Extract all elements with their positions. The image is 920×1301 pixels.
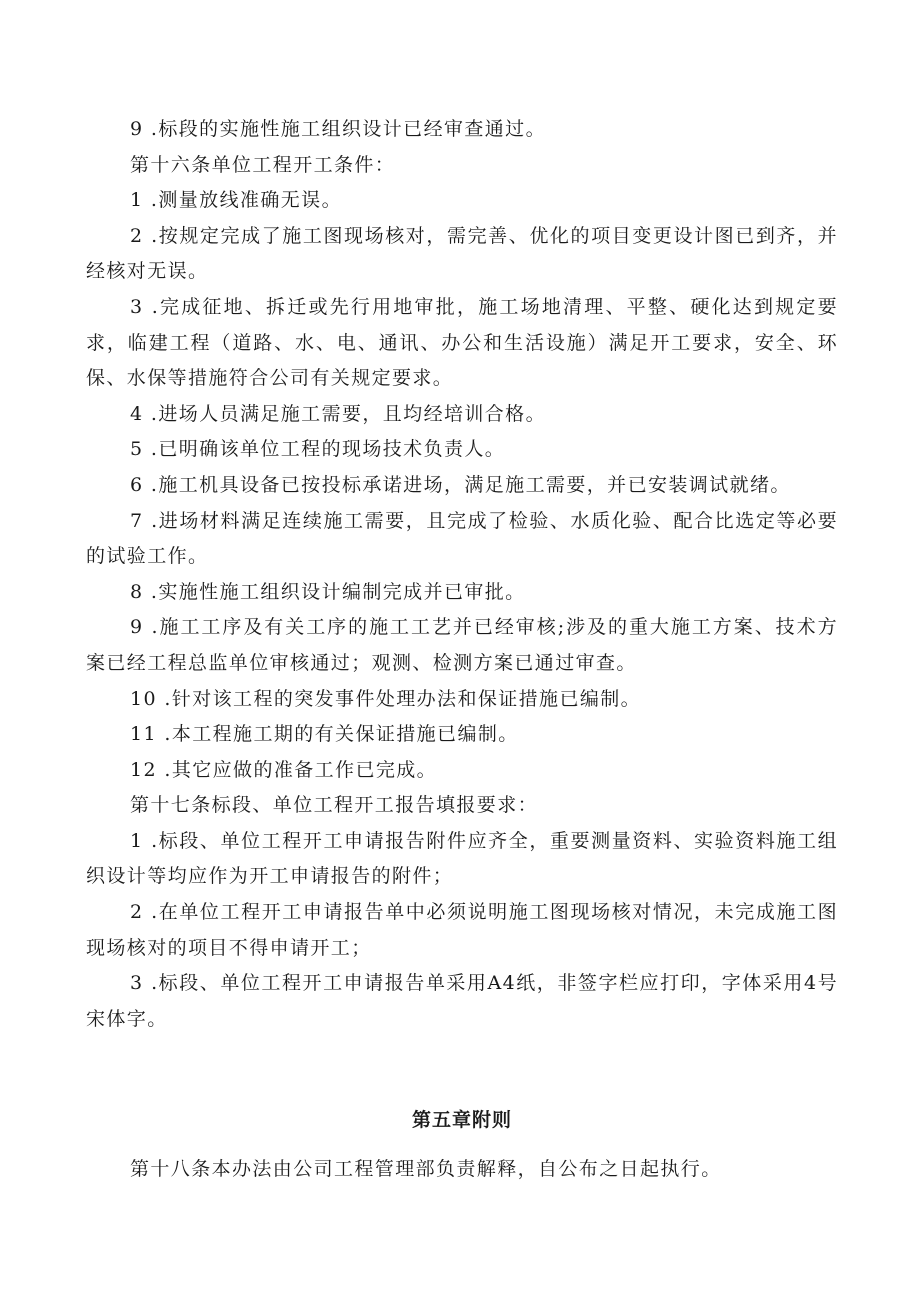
paragraph: 3 .标段、单位工程开工申请报告单采用A4纸，非签字栏应打印，字体采用4号宋体字。 xyxy=(86,972,838,1030)
article-heading: 第十七条标段、单位工程开工报告填报要求： xyxy=(130,794,539,817)
paragraph: 9 .施工工序及有关工序的施工工艺并已经审核;涉及的重大施工方案、技术方案已经工程总监单位审核通过；观测、检测方案已通过审查。 xyxy=(86,616,838,674)
paragraph: 4 .进场人员满足施工需要，且均经培训合格。 xyxy=(130,402,546,425)
paragraph: 10 .针对该工程的突发事件处理办法和保证措施已编制。 xyxy=(130,687,642,710)
paragraph: 6 .施工机具设备已按投标承诺进场，满足施工需要，并已安装调试就绪。 xyxy=(130,473,791,496)
paragraph: 2 .按规定完成了施工图现场核对，需完善、优化的项目变更设计图已到齐，并经核对无误。 xyxy=(86,224,838,283)
paragraph: 9 .标段的实施性施工组织设计已经审查通过。 xyxy=(130,118,546,140)
paragraph: 3 .完成征地、拆迁或先行用地审批，施工场地清理、平整、硬化达到规定要求，临建工程（道路、水、电、通讯、办公和生活设施）满足开工要求，安全、环保、水保等措施符合公司有关规定要求。 xyxy=(86,295,838,390)
article-heading: 第十六条单位工程开工条件： xyxy=(130,153,396,176)
chapter-title: 第五章附则 xyxy=(411,1109,512,1131)
paragraph: 1 .标段、单位工程开工申请报告附件应齐全，重要测量资料、实验资料施工组织设计等均应作为开工申请报告的附件； xyxy=(86,829,838,888)
paragraph: 5 .已明确该单位工程的现场技术负责人。 xyxy=(130,438,506,461)
paragraph: 2 .在单位工程开工申请报告单中必须说明施工图现场核对情况，未完成施工图现场核对的项目不得申请开工； xyxy=(86,901,838,959)
chapter-body xyxy=(86,1152,838,1188)
paragraph: 8 .实施性施工组织设计编制完成并已审批。 xyxy=(130,580,526,603)
paragraph: 7 .进场材料满足连续施工需要，且完成了检验、水质化验、配合比选定等必要的试验工作。 xyxy=(86,509,838,568)
paragraph: 第十八条本办法由公司工程管理部负责解释，自公布之日起执行。 xyxy=(130,1158,722,1180)
paragraph: 11 .本工程施工期的有关保证措施已编制。 xyxy=(130,723,519,746)
paragraph: 12 .其它应做的准备工作已完成。 xyxy=(130,758,438,781)
paragraph: 1 .测量放线准确无误。 xyxy=(130,189,342,212)
document-body xyxy=(86,112,838,1180)
